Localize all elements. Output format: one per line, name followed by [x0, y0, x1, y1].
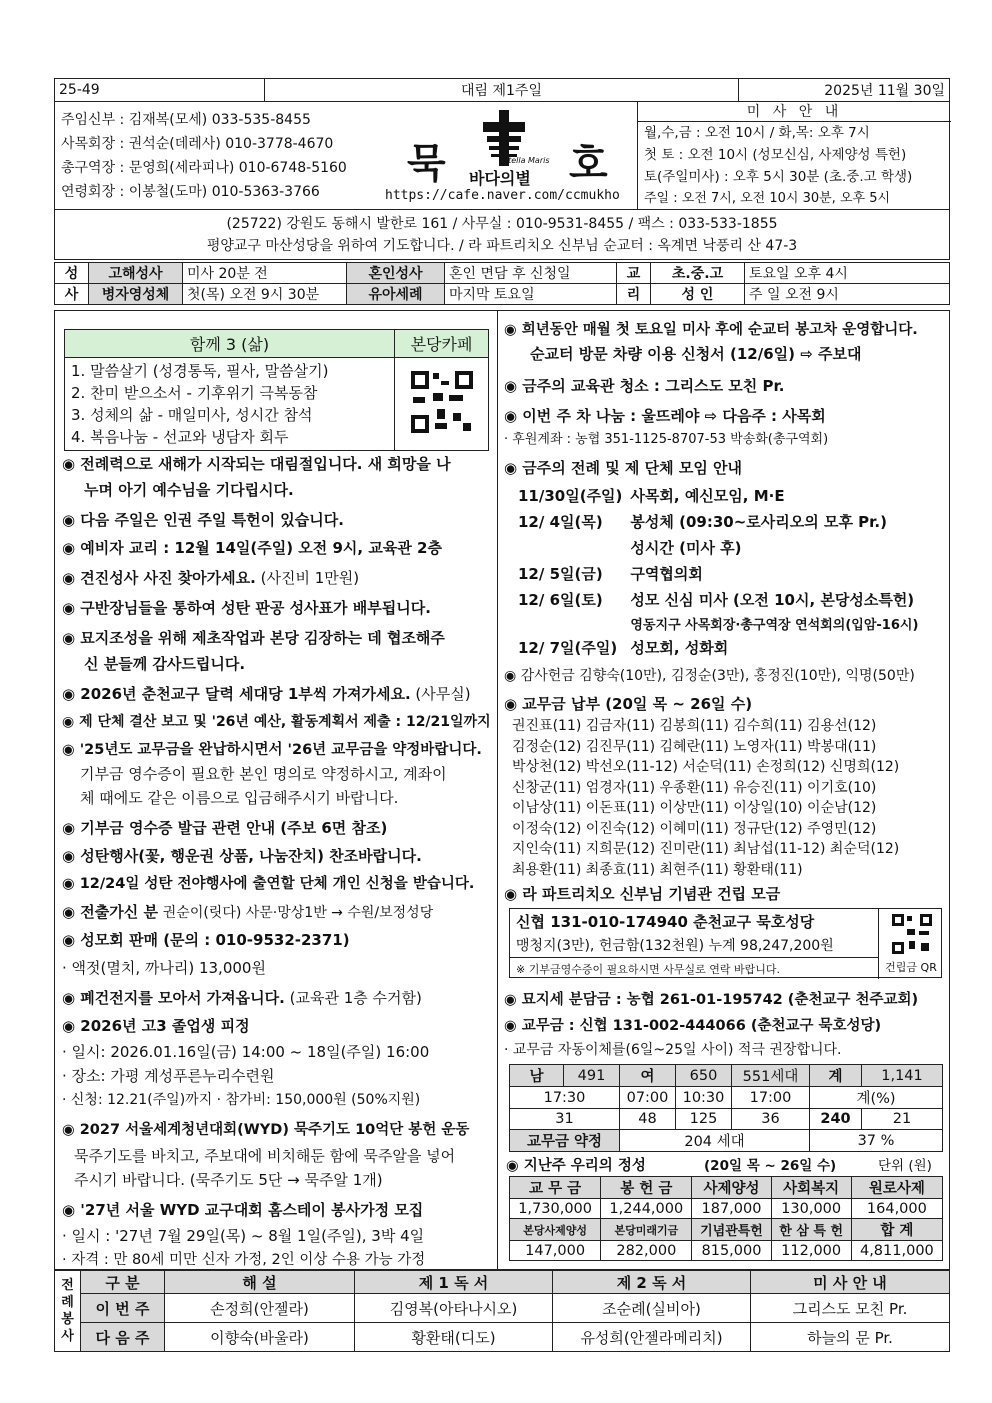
offering-unit: 단위 (원)	[878, 1158, 932, 1174]
offering-head: 원로사제	[851, 1177, 942, 1199]
schedule-row	[518, 612, 926, 634]
schedule-event: 사목회, 예신모임, M·E	[630, 486, 785, 505]
attendance-1730: 31	[510, 1109, 620, 1130]
confession-time: 미사 20분 전	[183, 263, 347, 284]
homestay-qualification: · 자격 : 만 80세 미만 신자 가정, 2인 이상 수용 가능 가정	[62, 1252, 426, 1268]
schedule-event: 성모회, 성화회	[630, 638, 729, 657]
this-week-label: 이 번 주	[81, 1294, 165, 1323]
schedule-row	[518, 634, 926, 660]
qr-icon	[409, 369, 475, 435]
homestay-date: · 일시 : '27년 7월 29일(목) ~ 8월 1일(주일), 3박 4일	[62, 1227, 425, 1245]
notice-photo-fee: (사진비 1만원)	[260, 569, 360, 587]
notice-retreat: ◉ 2026년 고3 졸업생 피정	[62, 1017, 250, 1035]
schedule-date: 12/ 4일(목)	[518, 512, 603, 531]
qr-icon	[891, 913, 933, 955]
stat-total: 1,141	[862, 1065, 943, 1087]
memorial-qr-label: 건립금 QR	[885, 961, 937, 974]
liturgy-head: 해 설	[165, 1271, 355, 1294]
address-line: (25722) 강원도 동해시 발한로 161 / 사무실 : 010-9531-8455 / 팩스 : 033-533-1855	[226, 216, 778, 232]
schedule-event: 구역협의회	[630, 564, 703, 583]
mass-guide-title: 미 사 안 내	[638, 102, 951, 122]
notice-calendar: ◉ 2026년 춘천교구 달력 세대당 1부씩 가져가세요.	[62, 685, 411, 703]
mass-guide	[637, 102, 951, 210]
schedule-event: 봉성체 (09:30~로사리오의 모후 Pr.)	[630, 512, 887, 531]
logo-latin: Stella Maris	[503, 156, 550, 165]
sacraments-table	[54, 262, 950, 305]
notice-advent-cont: 누며 아기 예수님을 기다립시다.	[84, 481, 294, 499]
schedule-date	[518, 612, 630, 634]
schedule-table	[518, 482, 926, 660]
confession-label: 고해성사	[89, 263, 183, 284]
notice-sale-item: · 액젓(멸치, 까나리) 13,000원	[62, 959, 266, 977]
offering-head: 합 계	[851, 1219, 942, 1241]
attendance-total-label: 계(%)	[810, 1087, 943, 1109]
catechism-side-2: 리	[617, 284, 651, 305]
offering-head: 사회복지	[771, 1177, 851, 1199]
sick-communion-label: 병자영성체	[89, 284, 183, 305]
schedule-row	[518, 534, 926, 560]
tea-account: · 후원계좌 : 농협 351-1125-8707-53 박송화(총구역회)	[504, 432, 829, 447]
mass-time-0700: 07:00	[620, 1087, 676, 1109]
together-item: 2. 찬미 받으소서 - 기후위기 극복동참	[71, 384, 318, 402]
schedule-date	[518, 534, 630, 560]
notice-thanks: ◉ 묘지조성을 위해 제초작업과 본당 김장하는 데 협조해주	[62, 629, 445, 647]
notice-catechumen: ◉ 예비자 교리 : 12월 14일(주일) 오전 9시, 교육관 2층	[62, 539, 442, 557]
logo-brand: 바다의별	[469, 169, 531, 188]
together-box	[64, 329, 489, 451]
offering-head: 본당미래기금	[601, 1219, 692, 1241]
mass-weekday: 월,수,금 : 오전 10시 / 화,목: 오후 7시	[644, 125, 870, 141]
dues-pledge-label: 교무금 약정	[510, 1130, 620, 1152]
offering-value: 815,000	[692, 1241, 771, 1261]
youth-time: 토요일 오후 4시	[745, 263, 950, 284]
logo-area	[381, 102, 631, 210]
memorial-qr-code[interactable]	[888, 913, 936, 959]
mass-time-1730: 17:30	[510, 1087, 620, 1109]
stat-male-label: 남	[510, 1065, 564, 1087]
mass-sunday: 주일 : 오전 7시, 오전 10시 30분, 오후 5시	[644, 191, 891, 206]
offering-title: ◉ 지난주 우리의 정성	[506, 1158, 646, 1174]
youth-label: 초.중.고	[651, 263, 745, 284]
address-block	[54, 210, 950, 260]
mass-time-1030: 10:30	[676, 1087, 732, 1109]
dues-names	[504, 716, 946, 880]
attendance-0700: 48	[620, 1109, 676, 1130]
schedule-event: 성시간 (미사 후)	[630, 538, 742, 557]
this-week-commentary: 손정희(안젤라)	[165, 1294, 355, 1323]
contact-pastor: 주임신부 : 김재복(모세) 033-535-8455	[61, 112, 311, 128]
baptism-label: 유아세례	[347, 284, 445, 305]
together-item: 3. 성체의 삶 - 매일미사, 성시간 참석	[71, 406, 313, 424]
baptism-time: 마지막 토요일	[445, 284, 617, 305]
side-char: 사	[61, 1329, 74, 1344]
prayer-line: 평양교구 마산성당을 위하여 기도합니다. / 라 파트리치오 신부님 순교터 : 옥계면 낙풍리 산 47-3	[206, 238, 798, 254]
side-char: 봉	[61, 1312, 74, 1327]
marriage-time: 혼인 면담 후 신청일	[445, 263, 617, 284]
issue-number: 25-49	[55, 79, 265, 102]
side-char: 전	[61, 1278, 74, 1293]
dues-pledge-percent: 37 %	[810, 1130, 943, 1152]
notice-budget: ◉ 제 단체 결산 보고 및 '26년 예산, 활동계획서 제출 : 12/21일까지	[62, 714, 491, 730]
retreat-date: · 일시: 2026.01.16일(금) 14:00 ~ 18일(주일) 16:00	[62, 1043, 430, 1061]
header-bar	[54, 78, 950, 102]
column-divider	[497, 310, 498, 1270]
stat-total-label: 계	[810, 1065, 862, 1087]
this-week-reading1: 김영복(아타나시오)	[355, 1294, 553, 1323]
contact-funeral: 연령회장 : 이봉철(도마) 010-5363-3766	[61, 184, 320, 200]
dues-title: ◉ 교무금 납부 (20일 목 ~ 26일 수)	[504, 695, 753, 713]
notice-battery-place: (교육관 1층 수거함)	[289, 989, 422, 1007]
stat-female-label: 여	[620, 1065, 676, 1087]
schedule-title: ◉ 금주의 전례 및 제 단체 모임 안내	[504, 459, 743, 477]
memorial-divider	[878, 909, 879, 979]
logo-char-2: 호	[569, 140, 608, 187]
schedule-event: 영동지구 사목회장·총구역장 연석회의(입암-16시)	[630, 617, 919, 633]
sick-communion-time: 첫(목) 오전 9시 30분	[183, 284, 347, 305]
offering-table	[509, 1176, 943, 1261]
notice-shuttle-apply: 순교터 방문 차량 이용 신청서 (12/6일) ⇨ 주보대	[530, 345, 862, 363]
offering-value: 130,000	[771, 1199, 851, 1219]
next-week-commentary: 이향숙(바울라)	[165, 1323, 355, 1352]
mass-saturday: 토(주일미사) : 오후 5시 30분 (초.중.고 학생)	[644, 169, 913, 185]
attendance-1700: 36	[732, 1109, 810, 1130]
next-week-reading2: 유성희(안젤라메리치)	[553, 1323, 751, 1352]
dues-row: 박상천(12) 박선오(11-12) 서순덕(11) 손정희(12) 신명희(12)	[512, 759, 900, 775]
offering-value: 4,811,000	[851, 1241, 942, 1261]
memorial-box	[509, 908, 942, 978]
memorial-amount: 맹청지(3만), 헌금함(132천원) 누계 98,247,200원	[516, 938, 834, 954]
cafe-label: 본당카페	[395, 330, 489, 358]
adult-time: 주 일 오전 9시	[745, 284, 950, 305]
masthead	[54, 102, 950, 210]
schedule-row	[518, 482, 926, 508]
notice-transfer-detail: 권순이(릿다) 사문·망상1반 → 수원/보정성당	[162, 905, 434, 921]
schedule-row	[518, 586, 926, 612]
offering-head: 사제양성	[692, 1177, 771, 1199]
offering-head: 한 삼 특 헌	[771, 1219, 851, 1241]
logo-char-1: 묵	[407, 140, 446, 187]
dues-row: 신창군(11) 엄경자(11) 우종환(11) 유승진(11) 이기호(10)	[512, 779, 877, 796]
right-column	[504, 318, 946, 908]
cafe-qr-code[interactable]	[395, 358, 489, 451]
stat-female: 650	[676, 1065, 732, 1087]
sacrament-side: 성	[55, 263, 89, 284]
offering-value: 164,000	[851, 1199, 942, 1219]
notice-human-rights: ◉ 다음 주일은 인권 주일 특헌이 있습니다.	[62, 511, 344, 529]
left-notices	[62, 452, 492, 1272]
issue-date: 2025년 11월 30일	[739, 79, 950, 102]
attendance-percent: 21	[862, 1109, 943, 1130]
memorial-title: ◉ 라 파트리치오 신부님 기념관 건립 모금	[504, 885, 781, 903]
schedule-date: 12/ 5일(금)	[518, 564, 603, 583]
dues-row: 최용환(11) 최종효(11) 최현주(11) 황환태(11)	[512, 861, 803, 878]
offering-head: 본당사제양성	[510, 1219, 601, 1241]
schedule-date: 12/ 7일(주일)	[518, 638, 618, 657]
stats-table	[509, 1064, 943, 1152]
liturgy-head: 구 분	[81, 1271, 165, 1294]
mass-first-sat: 첫 토 : 오전 10시 (성모신심, 사제양성 특헌)	[644, 147, 907, 163]
liturgy-service-table	[54, 1270, 950, 1352]
cemetery-account: ◉ 묘지세 분담금 : 농협 261-01-195742 (춘천교구 천주교회)	[504, 992, 919, 1008]
notice-calendar-office: (사무실)	[415, 685, 471, 703]
notice-receipt: ◉ 기부금 영수증 발급 관련 안내 (주보 6면 참조)	[62, 819, 388, 837]
notice-thanks-cont: 신 분들께 감사드립니다.	[84, 655, 246, 673]
notice-homestay: ◉ '27년 서울 WYD 교구대회 홈스테이 봉사가정 모집	[62, 1201, 424, 1219]
dues-pledge-households: 204 세대	[620, 1130, 810, 1152]
notice-mothers-sale: ◉ 성모회 판매 (문의 : 010-9532-2371)	[62, 931, 350, 949]
week-title: 대림 제1주일	[265, 79, 739, 102]
this-week-reading2: 조순례(실비아)	[553, 1294, 751, 1323]
notice-confirmation: ◉ 견진성사 사진 찾아가세요.	[62, 569, 256, 587]
dues-auto-transfer: · 교무금 자동이체를(6일~25일 사이) 적극 권장합니다.	[504, 1042, 842, 1058]
notice-tea: ◉ 이번 주 차 나눔 : 울뜨레야 ⇨ 다음주 : 사목회	[504, 407, 826, 425]
liturgy-head: 제 2 독 서	[553, 1271, 751, 1294]
notice-dues: ◉ '25년도 교무금을 완납하시면서 '26년 교무금을 약정바랍니다.	[62, 742, 482, 758]
offering-value: 282,000	[601, 1241, 692, 1261]
notice-dues-cont2: 체 때에도 같은 이름으로 입금해주시기 바랍니다.	[80, 789, 399, 807]
memorial-account: 신협 131-010-174940 춘천교구 묵호성당	[516, 913, 815, 931]
next-week-mass: 하늘의 문 Pr.	[751, 1323, 950, 1352]
notice-wyd-rosary: ◉ 2027 서울세계청년대회(WYD) 묵주기도 10억단 봉헌 운동	[62, 1122, 470, 1138]
offering-head: 봉 헌 금	[601, 1177, 692, 1199]
attendance-1030: 125	[676, 1109, 732, 1130]
liturgy-side	[55, 1271, 81, 1352]
together-title: 함께 3 (삶)	[65, 330, 395, 358]
liturgy-head: 미 사 안 내	[751, 1271, 950, 1294]
schedule-event: 성모 신심 미사 (오전 10시, 본당성소특헌)	[630, 590, 915, 609]
offering-header	[506, 1154, 946, 1175]
notice-cleaning: ◉ 금주의 교육관 청소 : 그리스도 모친 Pr.	[504, 377, 785, 395]
stat-households: 551세대	[732, 1065, 810, 1087]
wyd-rosary-cont1: 묵주기도를 바치고, 주보대에 비치해둔 함에 묵주알을 넣어	[74, 1147, 456, 1165]
marriage-label: 혼인성사	[347, 263, 445, 284]
offering-head: 기념관특헌	[692, 1219, 771, 1241]
dues-account: ◉ 교무금 : 신협 131-002-444066 (춘천교구 묵호성당)	[504, 1018, 882, 1034]
offering-value: 147,000	[510, 1241, 601, 1261]
dues-row: 지인숙(11) 지희문(12) 진미란(11) 최남섭(11-12) 최순덕(12)	[512, 841, 900, 857]
notice-dues-cont1: 기부금 영수증이 필요한 본인 명의로 약정하시고, 계좌이	[80, 765, 447, 783]
dues-row: 권진표(11) 김금자(11) 김봉희(11) 김수희(11) 김용선(12)	[512, 718, 877, 734]
notice-christmas-event: ◉ 성탄행사(꽃, 행운권 상품, 나눔잔치) 찬조바랍니다.	[62, 847, 422, 865]
together-item: 1. 말씀살기 (성경통독, 필사, 말씀살기)	[71, 362, 329, 380]
side-char: 례	[61, 1295, 74, 1310]
dues-row: 김정순(12) 김진무(11) 김혜란(11) 노영자(11) 박봉대(11)	[512, 738, 877, 755]
offering-value: 112,000	[771, 1241, 851, 1261]
sacrament-side-2: 사	[55, 284, 89, 305]
dues-row: 이정숙(12) 이진숙(12) 이혜미(11) 정규단(12) 주영민(12)	[512, 820, 877, 837]
stat-male: 491	[564, 1065, 620, 1087]
schedule-row	[518, 560, 926, 586]
right-accounts	[504, 988, 946, 1062]
contacts	[61, 108, 347, 204]
next-week-reading1: 황환태(디도)	[355, 1323, 553, 1352]
next-week-label: 다 음 주	[81, 1323, 165, 1352]
offering-value: 1,244,000	[601, 1199, 692, 1219]
attendance-total: 240	[810, 1109, 862, 1130]
offering-head: 교 무 금	[510, 1177, 601, 1199]
adult-label: 성 인	[651, 284, 745, 305]
catechism-side: 교	[617, 263, 651, 284]
schedule-row	[518, 508, 926, 534]
notice-shuttle: ◉ 희년동안 매월 첫 토요일 미사 후에 순교터 봉고차 운영합니다.	[504, 322, 918, 338]
dues-row: 이남상(11) 이돈표(11) 이상만(11) 이상일(10) 이순남(12)	[512, 800, 877, 816]
cafe-url-link[interactable]: https://cafe.naver.com/ccmukho	[385, 188, 620, 203]
thanks-offering: ◉ 감사헌금 김향숙(10만), 김정순(3만), 홍정진(10만), 익명(50만)	[504, 668, 915, 684]
retreat-apply: · 신청: 12.21(주일)까지 · 참가비: 150,000원 (50%지원)	[62, 1092, 421, 1108]
offering-period: (20일 목 ~ 26일 수)	[704, 1158, 837, 1174]
schedule-date: 11/30일(주일)	[518, 486, 623, 505]
notice-christmas-card: ◉ 구반장님들을 통하여 성탄 판공 성사표가 배부됩니다.	[62, 599, 431, 617]
notice-battery: ◉ 폐건전지를 모아서 가져옵니다.	[62, 989, 285, 1007]
notice-advent: ◉ 전례력으로 새해가 시작되는 대림절입니다. 새 희망을 나	[62, 455, 451, 473]
liturgy-head: 제 1 독 서	[355, 1271, 553, 1294]
wyd-rosary-cont2: 주시기 바랍니다. (묵주기도 5단 → 묵주알 1개)	[74, 1171, 383, 1189]
memorial-note: ※ 기부금영수증이 필요하시면 사무실로 연락 바랍니다.	[510, 957, 878, 980]
schedule-date: 12/ 6일(토)	[518, 590, 603, 609]
together-item: 4. 복음나눔 - 선교와 냉담자 회두	[71, 428, 289, 446]
notice-christmas-eve: ◉ 12/24일 성탄 전야행사에 출연할 단체 개인 신청을 받습니다.	[62, 876, 475, 892]
offering-value: 187,000	[692, 1199, 771, 1219]
contact-council: 사목회장 : 권석순(데레사) 010-3778-4670	[61, 136, 334, 152]
retreat-place: · 장소: 가평 계성푸른누리수련원	[62, 1067, 275, 1085]
this-week-mass: 그리스도 모친 Pr.	[751, 1294, 950, 1323]
contact-district: 총구역장 : 문영희(세라피나) 010-6748-5160	[61, 160, 347, 176]
offering-value: 1,730,000	[510, 1199, 601, 1219]
mass-time-1700: 17:00	[732, 1087, 810, 1109]
notice-transfer: ◉ 전출가신 분	[62, 903, 158, 921]
